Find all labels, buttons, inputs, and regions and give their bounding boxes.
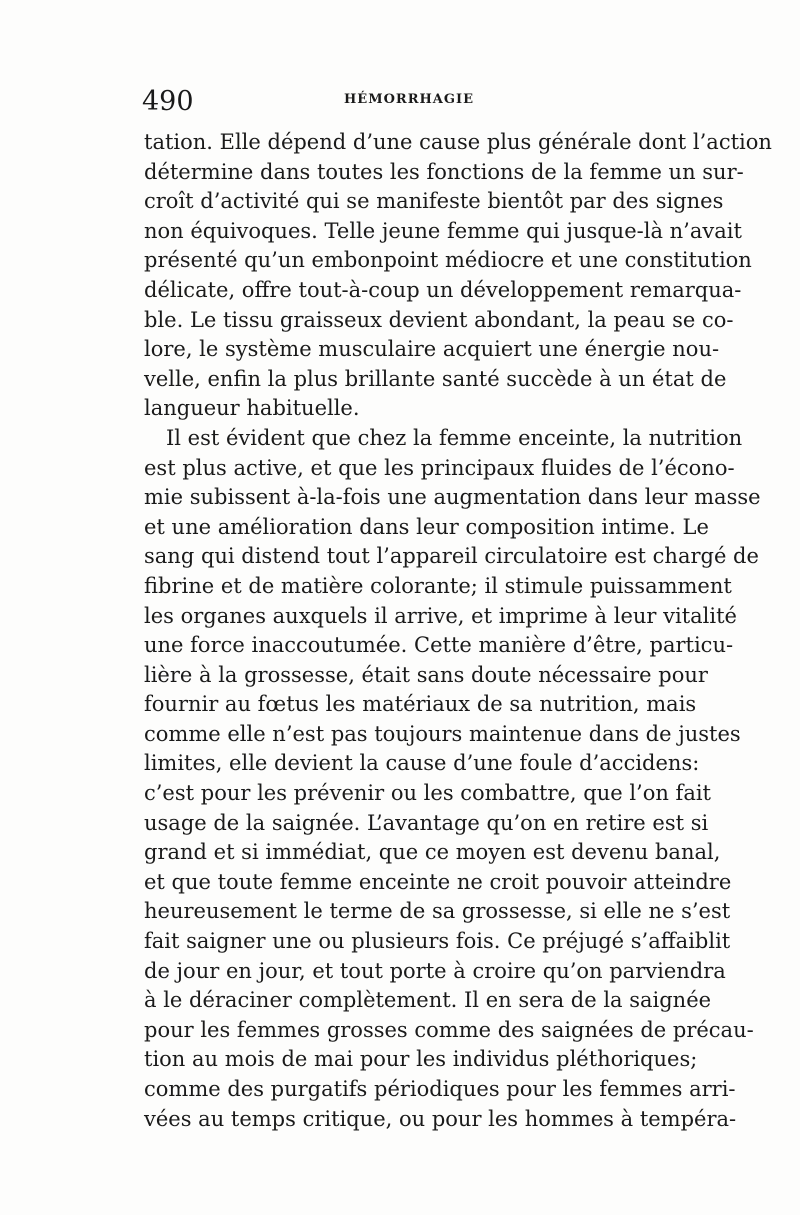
text-line: présenté qu’un embonpoint médiocre et une constitution <box>144 248 752 273</box>
text-line: limites, elle devient la cause d’une foule d’accidens: <box>144 751 700 776</box>
text-line: usage de la saignée. L’avantage qu’on en retire est si <box>144 810 709 835</box>
text-line: c’est pour les prévenir ou les combattre, que l’on fait <box>144 781 711 806</box>
text-line: tation. Elle dépend d’une cause plus générale dont l’action <box>144 130 772 154</box>
text-line: non équivoques. Telle jeune femme qui jusque-là n’avait <box>144 218 742 243</box>
text-line: fournir au fœtus les matériaux de sa nutrition, mais <box>144 692 697 717</box>
running-head <box>142 82 662 122</box>
text-line: fibrine et de matière colorante; il stimule puissamment <box>144 573 732 598</box>
text-line: ble. Le tissu graisseux devient abondant, la peau se co- <box>144 307 734 332</box>
text-line: à le déraciner complètement. Il en sera de la saignée <box>144 988 712 1013</box>
text-line: et que toute femme enceinte ne croit pouvoir atteindre <box>144 869 732 894</box>
text-line: croît d’activité qui se manifeste bientôt par des signes <box>144 189 724 214</box>
text-line: détermine dans toutes les fonctions de la femme un sur- <box>144 159 744 184</box>
paragraph-start-line: Il est évident que chez la femme enceinte, la nutrition <box>166 425 743 450</box>
text-line: lore, le système musculaire acquiert une énergie nou- <box>144 337 720 362</box>
text-line: est plus active, et que les principaux fluides de l’écono- <box>144 455 735 480</box>
page-number: 490 <box>142 86 194 117</box>
text-line: une force inaccoutumée. Cette manière d’être, particu- <box>144 633 734 658</box>
text-line: les organes auxquels il arrive, et imprime à leur vitalité <box>144 603 737 628</box>
text-line: de jour en jour, et tout porte à croire qu’on parviendra <box>144 958 726 983</box>
running-title: HÉMORRHAGIE <box>344 92 474 107</box>
body-text <box>144 128 772 1134</box>
text-line: grand et si immédiat, que ce moyen est devenu banal, <box>144 840 721 865</box>
text-line: lière à la grossesse, était sans doute nécessaire pour <box>144 662 708 687</box>
text-line: mie subissent à-la-fois une augmentation dans leur masse <box>144 485 761 510</box>
text-line: comme elle n’est pas toujours maintenue dans de justes <box>144 721 741 746</box>
text-line: velle, enfin la plus brillante santé succède à un état de <box>144 366 727 391</box>
text-line: vées au temps critique, ou pour les hommes à tempéra- <box>144 1106 737 1131</box>
text-line: fait saigner une ou plusieurs fois. Ce préjugé s’affaiblit <box>144 929 731 954</box>
text-line: comme des purgatifs périodiques pour les femmes arri- <box>144 1077 736 1101</box>
text-line: sang qui distend tout l’appareil circulatoire est chargé de <box>144 544 759 569</box>
text-line: délicate, offre tout-à-coup un développement remarqua- <box>144 277 742 302</box>
text-line: et une amélioration dans leur composition intime. Le <box>144 514 709 539</box>
paragraph-end-line: langueur habituelle. <box>144 396 360 421</box>
text-line: pour les femmes grosses comme des saignées de précau- <box>144 1017 754 1042</box>
text-line: tion au mois de mai pour les individus pléthoriques; <box>144 1047 698 1072</box>
text-line: heureusement le terme de sa grossesse, si elle ne s’est <box>144 899 731 924</box>
